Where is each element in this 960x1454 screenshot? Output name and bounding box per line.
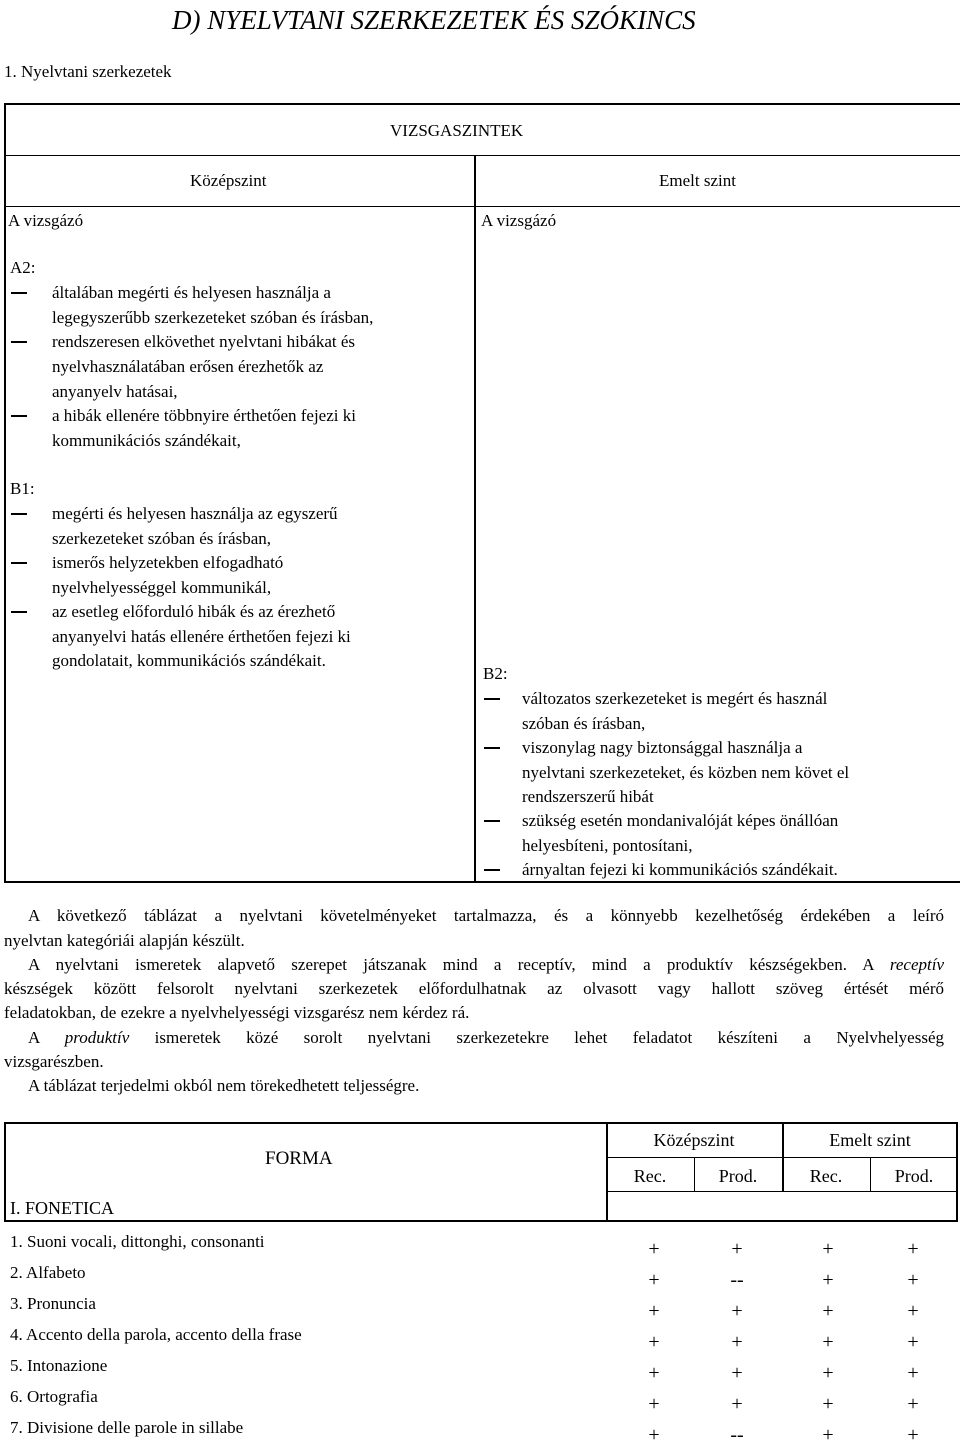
form-row-label: 3. Pronuncia xyxy=(10,1294,96,1313)
form-row-mark: + xyxy=(648,1269,660,1291)
list-item-line: szerkezeteket szóban és írásban, xyxy=(52,529,271,548)
list-item-line: ismerős helyzetekben elfogadható xyxy=(52,553,284,572)
paragraph-line: vizsgarészben. xyxy=(4,1052,104,1071)
list-item-line: nyelvhasználatában erősen érezhetők az xyxy=(52,357,324,376)
list-item-line: általában megérti és helyesen használja a xyxy=(52,283,331,302)
form-row-label: 2. Alfabeto xyxy=(10,1263,86,1282)
section-title: D) NYELVTANI SZERKEZETEK ÉS SZÓKINCS xyxy=(172,5,696,35)
paragraph-line: feladatokban, de ezekre a nyelvhelyességi vizsgarész nem kérdez rá. xyxy=(4,1003,470,1022)
paragraph-text: A xyxy=(28,1028,65,1047)
form-row-mark: + xyxy=(648,1300,660,1322)
paragraph-line: A következő táblázat a nyelvtani követelményeket tartalmazza, és a könnyebb kezelhetőség érdekében a leíró xyxy=(28,906,944,925)
paragraph-text: A nyelvtani ismeretek alapvető szerepet játszanak mind a receptív, mind a produktív készségekben. A xyxy=(28,955,890,974)
form-row-mark: + xyxy=(907,1300,919,1322)
list-item-line: szükség esetén mondanivalóját képes önállóan xyxy=(522,811,839,830)
levels-table-header: VIZSGASZINTEK xyxy=(390,121,524,140)
b2-label: B2: xyxy=(483,664,508,683)
form-row-label: 6. Ortografia xyxy=(10,1387,98,1406)
list-item-line: az esetleg előforduló hibák és az érezhető xyxy=(52,602,336,621)
forma-header: FORMA xyxy=(265,1148,333,1169)
a2-label: A2: xyxy=(10,258,36,277)
form-row-mark: + xyxy=(822,1269,834,1291)
b1-label: B1: xyxy=(10,479,35,498)
list-item-line: rendszeresen elkövethet nyelvtani hibákat és xyxy=(52,332,356,351)
category-title: I. FONETICA xyxy=(10,1198,114,1218)
form-row-mark: + xyxy=(822,1300,834,1322)
list-item-line: anyanyelvi hatás ellenére érthetően fejezi ki xyxy=(52,627,351,646)
form-row-mark: + xyxy=(822,1238,834,1260)
list-item-line: gondolatait, kommunikációs szándékait. xyxy=(52,651,326,670)
form-row-mark: + xyxy=(822,1424,834,1446)
form-row-label: 7. Divisione delle parole in sillabe xyxy=(10,1418,244,1437)
paragraph-line: készségek között felsorolt nyelvtani szerkezetek előfordulhatnak az olvasott vagy hallott szöveg értését mérő xyxy=(4,979,944,998)
paragraph-line: A táblázat terjedelmi okból nem törekedhetett teljességre. xyxy=(28,1076,420,1095)
advanced-level-header: Emelt szint xyxy=(829,1130,911,1150)
paragraph-emphasis: receptív xyxy=(889,955,944,974)
prod-subheader: Prod. xyxy=(718,1166,758,1186)
rec-subheader: Rec. xyxy=(809,1166,843,1186)
form-row-mark: + xyxy=(822,1393,834,1415)
form-row-mark: + xyxy=(907,1238,919,1260)
middle-level-subject: A vizsgázó xyxy=(8,211,84,230)
form-row-mark: + xyxy=(731,1362,743,1384)
form-row-mark: + xyxy=(731,1331,743,1353)
form-row-mark: + xyxy=(648,1424,660,1446)
list-item-line: legegyszerűbb szerkezeteket szóban és írásban, xyxy=(52,308,374,327)
paragraph-line: nyelvtan kategóriái alapján készült. xyxy=(4,931,245,950)
prod-subheader: Prod. xyxy=(894,1166,934,1186)
form-row-mark: + xyxy=(907,1269,919,1291)
rec-subheader: Rec. xyxy=(633,1166,667,1186)
form-row-mark: + xyxy=(907,1362,919,1384)
form-row-mark: + xyxy=(822,1362,834,1384)
list-item-line: nyelvtani szerkezeteket, és közben nem követ el xyxy=(522,763,850,782)
form-row-mark: + xyxy=(907,1331,919,1353)
form-row-mark: + xyxy=(907,1393,919,1415)
middle-level-title: Középszint xyxy=(190,171,267,190)
form-row-mark: + xyxy=(822,1331,834,1353)
form-row-label: 4. Accento della parola, accento della frase xyxy=(10,1325,302,1344)
subsection-title: 1. Nyelvtani szerkezetek xyxy=(4,62,172,81)
list-item-line: változatos szerkezeteket is megért és használ xyxy=(522,689,828,708)
list-item-line: anyanyelv hatásai, xyxy=(52,382,178,401)
form-row-mark: + xyxy=(731,1300,743,1322)
form-row-mark: + xyxy=(731,1238,743,1260)
middle-level-header: Középszint xyxy=(653,1130,735,1150)
form-row-mark: + xyxy=(648,1331,660,1353)
form-row-mark: + xyxy=(731,1393,743,1415)
list-item-line: viszonylag nagy biztonsággal használja a xyxy=(522,738,803,757)
paragraph-emphasis: produktív xyxy=(64,1028,130,1047)
list-item-line: megérti és helyesen használja az egyszerű xyxy=(52,504,338,523)
form-row-mark: + xyxy=(648,1362,660,1384)
advanced-level-subject: A vizsgázó xyxy=(481,211,557,230)
form-row-mark: + xyxy=(648,1238,660,1260)
list-item-line: kommunikációs szándékait, xyxy=(52,431,241,450)
form-row-mark: + xyxy=(648,1393,660,1415)
list-item-line: árnyaltan fejezi ki kommunikációs szándékait. xyxy=(522,860,838,879)
paragraph-line xyxy=(4,1029,944,1046)
form-row-label: 1. Suoni vocali, dittonghi, consonanti xyxy=(10,1232,265,1251)
list-item-line: helyesbíteni, pontosítani, xyxy=(522,836,693,855)
form-row-label: 5. Intonazione xyxy=(10,1356,108,1375)
paragraph-line xyxy=(4,956,944,973)
list-item-line: szóban és írásban, xyxy=(522,714,646,733)
list-item-line: nyelvhelyességgel kommunikál, xyxy=(52,578,272,597)
paragraph-text: ismeretek közé sorolt nyelvtani szerkezetekre lehet feladatot készíteni a Nyelvhelyesség xyxy=(129,1028,945,1047)
advanced-level-title: Emelt szint xyxy=(659,171,736,190)
list-item-line: a hibák ellenére többnyire érthetően fejezi ki xyxy=(52,406,356,425)
form-row-mark: -- xyxy=(730,1424,744,1446)
form-row-mark: + xyxy=(907,1424,919,1446)
list-item-line: rendszerszerű hibát xyxy=(522,787,654,806)
form-row-mark: -- xyxy=(730,1269,744,1291)
